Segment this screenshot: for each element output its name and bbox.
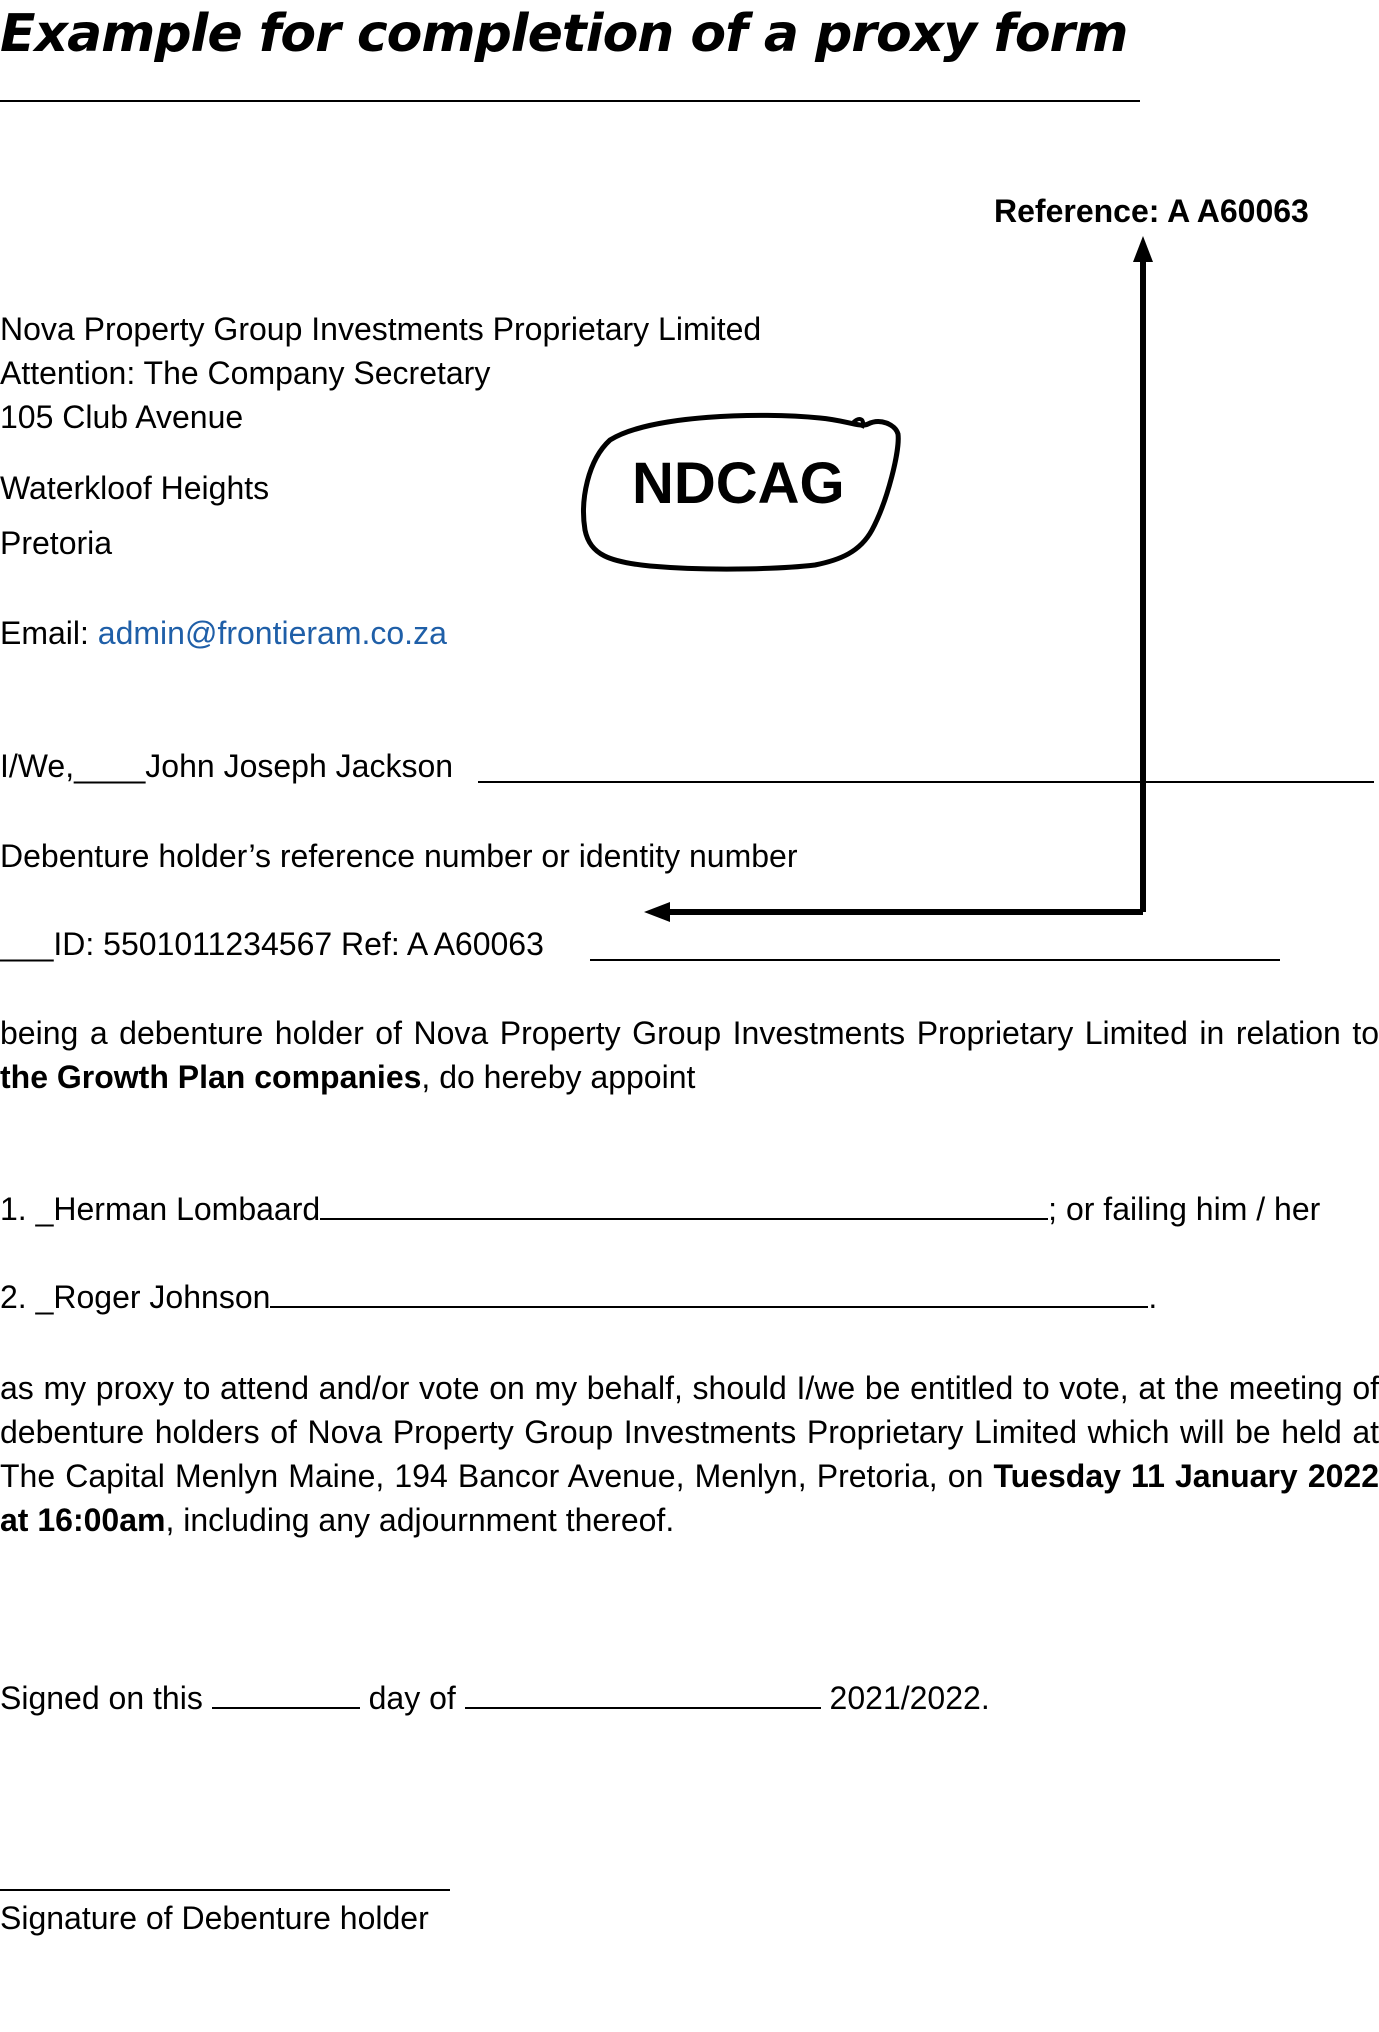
signed-line: Signed on this day of 2021/2022. xyxy=(0,1680,990,1716)
email-label: Email: xyxy=(0,615,98,651)
company-name: Nova Property Group Investments Proprietary Limited xyxy=(0,311,762,347)
proxy-1-name: Herman Lombaard xyxy=(53,1191,321,1227)
meeting-date: Tuesday 11 January 2022 at 16:00am xyxy=(0,1458,1379,1538)
city: Pretoria xyxy=(0,525,113,561)
signed-day-blank xyxy=(212,1679,360,1709)
signature-label: Signature of Debenture holder xyxy=(0,1900,429,1936)
suburb: Waterkloof Heights xyxy=(0,470,270,506)
id-value: ID: 5501011234567 Ref: A A60063 xyxy=(53,926,544,962)
signed-month-blank xyxy=(465,1679,821,1709)
growth-plan-companies: the Growth Plan companies xyxy=(0,1059,422,1095)
signature-line xyxy=(0,1889,450,1891)
debenture-holder-name: John Joseph Jackson xyxy=(145,748,454,784)
appointment-paragraph: being a debenture holder of Nova Property Group Investments Proprietary Limited in relation to the Growth Plan companies, do hereby appoint xyxy=(0,1015,1379,1095)
proxy-2-blank xyxy=(270,1278,1148,1308)
email-link[interactable]: admin@frontieram.co.za xyxy=(97,615,447,651)
page-title: Example for completion of a proxy form xyxy=(0,4,1128,64)
street-address: 105 Club Avenue xyxy=(0,399,244,435)
id-prefix: ___ xyxy=(0,926,54,962)
attention-line: Attention: The Company Secretary xyxy=(0,355,491,391)
proxy-2-line: 2. _Roger Johnson . xyxy=(0,1279,1158,1315)
reference-number-label: Debenture holder’s reference number or identity number xyxy=(0,838,798,874)
iwe-prefix: I/We,____ xyxy=(0,748,146,784)
proxy-1-line: 1. _Herman Lombaard ; or failing him / her xyxy=(0,1191,1321,1227)
proxy-2-name: Roger Johnson xyxy=(53,1279,271,1315)
proxy-1-blank xyxy=(320,1190,1048,1220)
stamp-text: NDCAG xyxy=(632,451,845,516)
reference-number: Reference: A A60063 xyxy=(994,193,1309,229)
meeting-paragraph: as my proxy to attend and/or vote on my behalf, should I/we be entitled to vote, at the meeting of debenture holders of Nova Property Group Investments Proprietary Limited which will be held at The Capital Menlyn Maine, 194 Bancor Avenue, Menlyn, Pretoria, on Tuesday 11 January 2022 at 16:00am, including any adjournment thereof. xyxy=(0,1370,1379,1538)
